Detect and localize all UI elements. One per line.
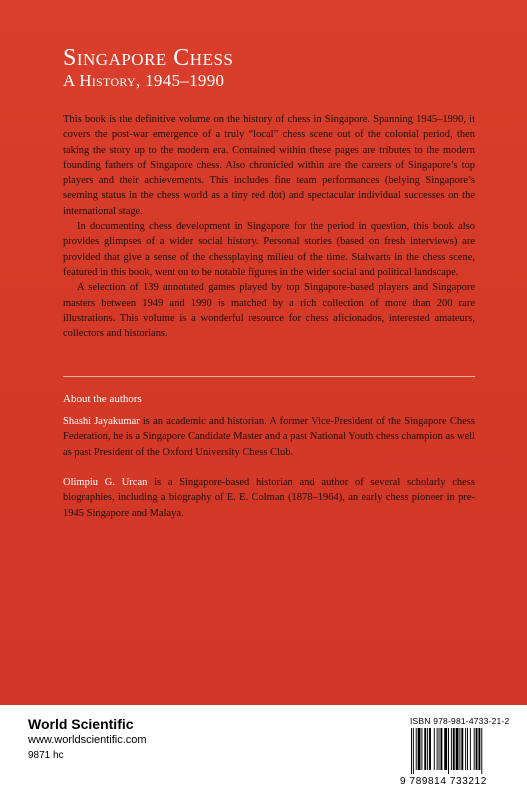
author-bio-text-2: is a Singapore-based historian and author of several scholarly chess biographies, including a biography of E. E. Colman (1878–1964), an early chess pioneer in pre-1945 Singapore and Malaya. — [63, 477, 475, 519]
barcode-bar — [434, 728, 435, 770]
barcode-bar — [470, 728, 471, 770]
isbn-barcode — [410, 728, 513, 774]
barcode-bar — [465, 728, 466, 770]
book-subtitle: A History, 1945–1990 — [63, 71, 225, 90]
barcode-bar — [421, 728, 422, 770]
author-bio-2 — [63, 475, 475, 521]
author-bio-text-1: is an academic and historian. A former Vice-President of the Singapore Chess Federation, he is a Singapore Candidate Master and a past National Youth chess champion as well as past President of the Oxford University Chess Club. — [63, 416, 475, 458]
author-bio-1 — [63, 414, 475, 460]
barcode-bar — [439, 728, 440, 770]
book-title: Singapore Chess — [63, 45, 234, 71]
barcode-bar — [413, 728, 414, 774]
book-description — [63, 112, 475, 341]
barcode-bar — [416, 728, 417, 770]
barcode-bar — [418, 728, 421, 770]
barcode-bar — [453, 728, 455, 770]
barcode-bar — [451, 728, 452, 770]
description-paragraph-2: In documenting chess development in Singapore for the period in question, this book also provides glimpses of a wider social history. Personal stories (based on fresh interviews) are provided that give a sense of the chessplaying milieu of the time. Stalwarts in the chess scene, featured in this book, went on to be notable figures in the wider social and political landscape. — [63, 221, 475, 278]
publisher-website: www.worldscientific.com — [28, 734, 147, 746]
isbn-label: ISBN 978-981-4733-21-2 — [410, 716, 510, 726]
barcode-bar — [474, 728, 475, 770]
barcode-bar — [440, 728, 442, 770]
description-paragraph-3: A selection of 139 annotated games played by top Singapore-based players and Singapore masters between 1949 and 1990 is matched by a rich collection of more than 200 rare illustrations. This volume is a wonderful resource for chess aficionados, interested amateurs, collectors and historians. — [63, 282, 475, 340]
barcode-bar — [437, 728, 438, 770]
barcode-bar — [448, 728, 449, 774]
barcode-bar — [478, 728, 480, 770]
barcode-bar — [461, 728, 463, 770]
barcode-bar — [476, 728, 478, 770]
barcode-bar — [467, 728, 468, 770]
about-authors-heading: About the authors — [63, 393, 142, 405]
barcode-bar — [456, 728, 459, 770]
barcode-bar — [427, 728, 428, 770]
barcode-bar — [444, 728, 447, 770]
product-code: 9871 hc — [28, 750, 64, 761]
barcode-digits: 9 789814 733212 — [400, 776, 487, 787]
barcode-bar — [429, 728, 431, 770]
barcode-bar — [459, 728, 460, 770]
section-divider — [63, 376, 475, 377]
author-name-1: Shashi Jayakumar — [63, 416, 140, 427]
description-paragraph-1: This book is the definitive volume on the history of chess in Singapore. Spanning 1945–1990, it covers the post-war emergence of a truly “local” chess scene out of the colonial period, then taking the story up to the modern era. Contained within these pages are tributes to the modern founding fathers of Singapore chess. Also chronicled within are the careers of Singapore’s top players and their achievements. This includes fine team performances (belying Singapore’s seeming status in the chess world as a tiny red dot) and spectacular individual successes on the international stage. — [63, 114, 475, 217]
barcode-bar — [424, 728, 426, 770]
barcode-bar — [481, 728, 482, 774]
barcode-bar — [411, 728, 412, 774]
publisher-name: World Scientific — [28, 716, 134, 732]
author-name-2: Olimpiu G. Urcan — [63, 477, 148, 488]
